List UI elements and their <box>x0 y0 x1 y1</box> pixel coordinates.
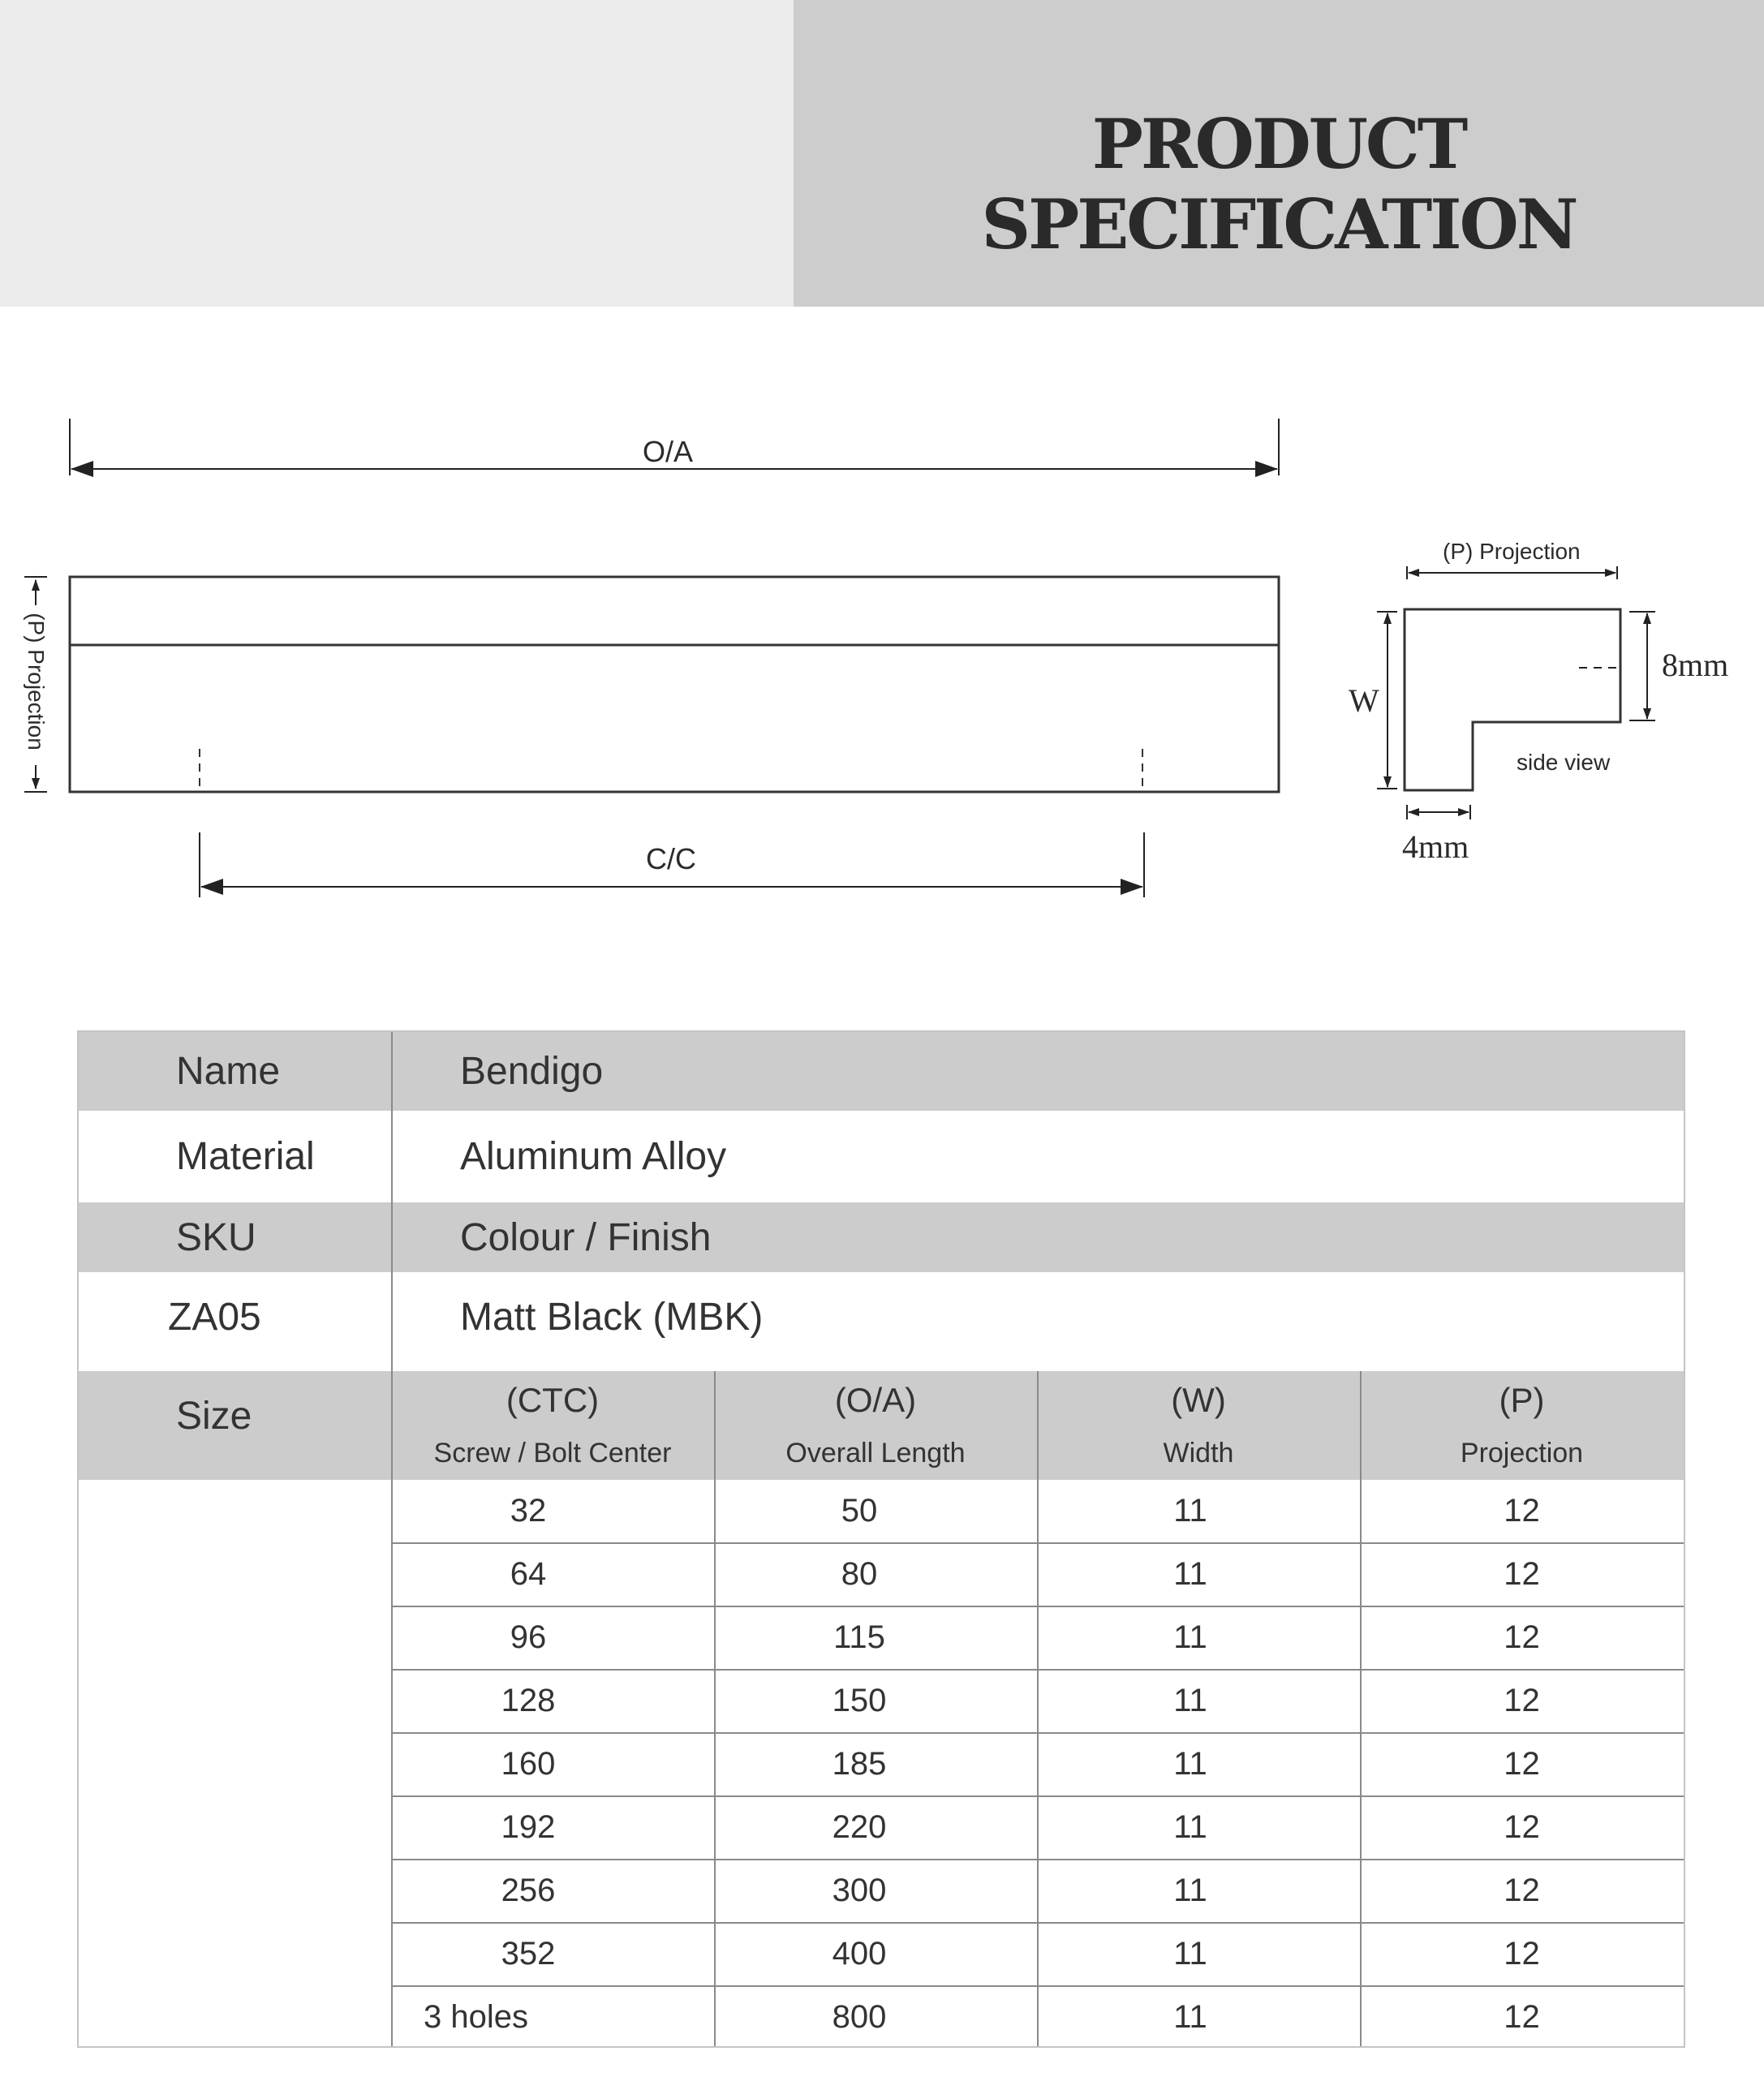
table-cell: 96 <box>510 1619 547 1655</box>
table-cell: 12 <box>1504 1999 1540 2035</box>
table-cell: 12 <box>1504 1746 1540 1782</box>
table-cell: 220 <box>832 1809 887 1845</box>
cc-label: C/C <box>646 842 696 875</box>
table-cell: 11 <box>1173 1493 1207 1529</box>
table-cell: 50 <box>841 1493 878 1529</box>
table-cell: 64 <box>510 1556 547 1592</box>
name-label: Name <box>176 1050 281 1093</box>
table-cell: 352 <box>501 1936 556 1972</box>
column-desc-p: Projection <box>1460 1438 1584 1469</box>
table-cell: 12 <box>1504 1936 1540 1972</box>
column-code-w: (W) <box>1171 1381 1226 1419</box>
side-view-label: side view <box>1517 750 1611 775</box>
size-label: Size <box>176 1394 252 1438</box>
sku-label: SKU <box>176 1215 256 1259</box>
material-row <box>79 1111 1684 1202</box>
column-desc-ctc: Screw / Bolt Center <box>433 1438 672 1469</box>
table-cell: 300 <box>832 1873 887 1908</box>
column-code-oa: (O/A) <box>834 1381 917 1419</box>
column-header-oa <box>714 1381 1037 1469</box>
four-mm-dimension <box>1407 805 1470 819</box>
eight-mm-label: 8mm <box>1662 647 1729 683</box>
table-cell: 11 <box>1173 1619 1207 1655</box>
column-desc-oa: Overall Length <box>785 1438 966 1469</box>
spec-table <box>77 1030 1685 2048</box>
sku-header-row <box>79 1202 1684 1272</box>
table-cell: 256 <box>501 1873 556 1908</box>
label-column-divider <box>391 1032 393 2046</box>
name-value: Bendigo <box>460 1050 604 1093</box>
column-divider-3 <box>1360 1371 1362 2046</box>
side-projection-label: (P) Projection <box>1443 539 1581 564</box>
table-cell: 12 <box>1504 1556 1540 1592</box>
column-code-ctc: (CTC) <box>506 1381 600 1419</box>
table-cell: 11 <box>1173 1683 1207 1718</box>
name-row <box>79 1032 1684 1111</box>
oa-label: O/A <box>643 435 694 468</box>
material-value: Aluminum Alloy <box>460 1135 727 1178</box>
w-dimension <box>1377 612 1397 789</box>
header-left-panel <box>0 0 794 307</box>
handle-front-view <box>70 577 1279 792</box>
column-header-p <box>1360 1381 1684 1469</box>
table-cell: 12 <box>1504 1493 1540 1529</box>
table-cell: 11 <box>1173 1809 1207 1845</box>
table-cell: 800 <box>832 1999 887 2035</box>
table-cell: 192 <box>501 1809 556 1845</box>
table-cell: 11 <box>1173 1873 1207 1908</box>
material-label: Material <box>176 1135 315 1178</box>
w-label: W <box>1349 682 1379 719</box>
column-header-w <box>1037 1381 1360 1469</box>
table-cell: 11 <box>1173 1936 1207 1972</box>
column-desc-w: Width <box>1163 1438 1234 1469</box>
size-header-row <box>79 1371 1684 1480</box>
side-projection-dimension <box>1407 566 1617 579</box>
column-divider-1 <box>714 1371 716 2046</box>
technical-drawing <box>0 307 1764 1013</box>
table-cell: 32 <box>510 1493 547 1529</box>
front-projection-label: (P) Projection <box>24 613 49 750</box>
four-mm-label: 4mm <box>1402 828 1469 865</box>
table-cell: 11 <box>1173 1999 1207 2035</box>
column-code-p: (P) <box>1499 1381 1545 1419</box>
table-cell: 12 <box>1504 1809 1540 1845</box>
table-cell: 12 <box>1504 1683 1540 1718</box>
column-header-ctc <box>391 1381 714 1469</box>
hole-centers <box>200 749 1142 792</box>
column-divider-2 <box>1037 1371 1039 2046</box>
page-title: PRODUCT SPECIFICATION <box>981 104 1577 264</box>
table-cell: 12 <box>1504 1619 1540 1655</box>
header-right-panel <box>794 0 1764 307</box>
table-cell: 11 <box>1173 1556 1207 1592</box>
sku-value: ZA05 <box>168 1295 261 1339</box>
table-cell: 160 <box>501 1746 556 1782</box>
table-cell: 11 <box>1173 1746 1207 1782</box>
table-cell: 150 <box>832 1683 887 1718</box>
table-cell: 3 holes <box>424 1999 528 2035</box>
sku-value-row <box>79 1272 1684 1371</box>
table-cell: 12 <box>1504 1873 1540 1908</box>
finish-value: Matt Black (MBK) <box>460 1295 764 1339</box>
drawing-lines <box>0 307 1764 1013</box>
finish-label: Colour / Finish <box>460 1215 712 1259</box>
table-cell: 400 <box>832 1936 887 1972</box>
eight-mm-dimension <box>1579 612 1655 720</box>
table-cell: 128 <box>501 1683 556 1718</box>
table-cell: 80 <box>841 1556 878 1592</box>
table-cell: 185 <box>832 1746 887 1782</box>
table-cell: 115 <box>833 1619 885 1655</box>
